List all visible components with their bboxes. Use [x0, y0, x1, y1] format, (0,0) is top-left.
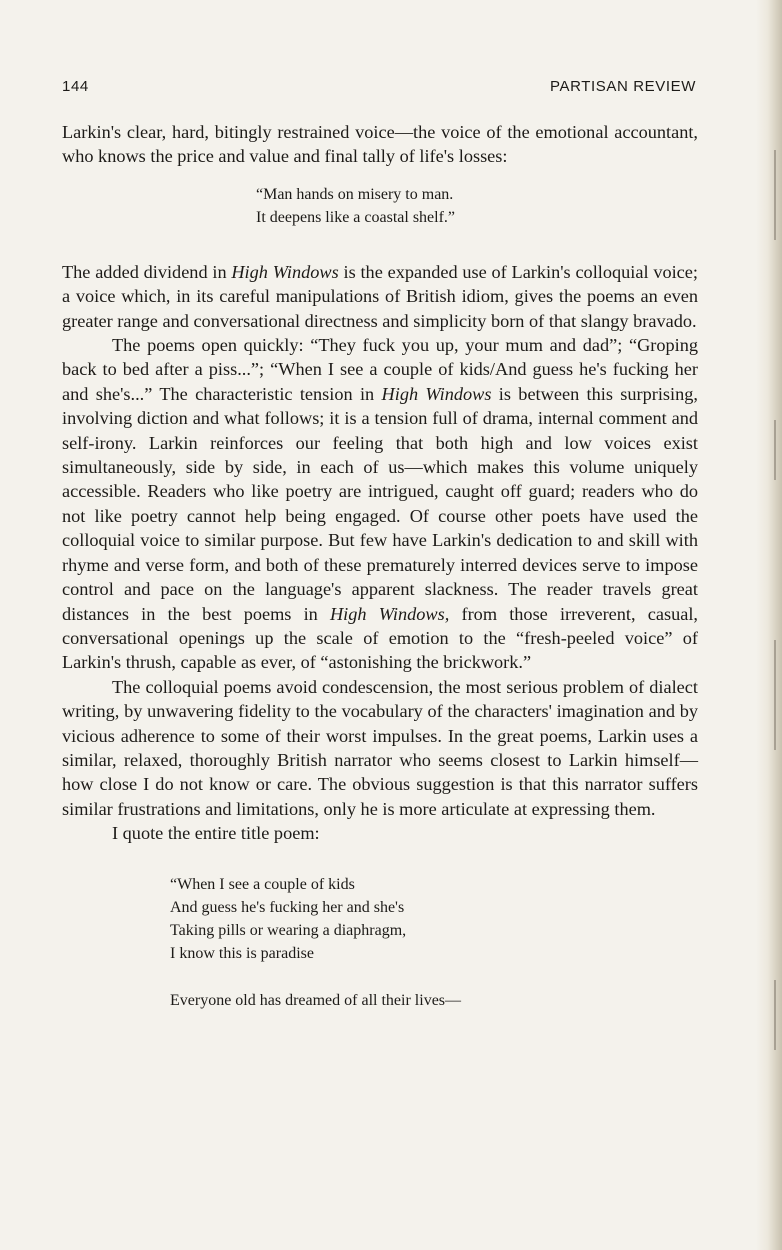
article-body [62, 120, 698, 1012]
quote-line: “Man hands on misery to man. [256, 185, 454, 203]
page-number: 144 [62, 78, 89, 95]
quote-line: It deepens like a coastal shelf.” [256, 208, 456, 226]
book-title: High Windows, [329, 603, 450, 624]
paragraph-1: Larkin's clear, hard, bitingly restrained voice—the voice of the emotional accountant, who knows the price and value and final tally of life's losses: [62, 122, 698, 167]
poem-line: Taking pills or wearing a diaphragm, [170, 921, 407, 939]
book-title: High Windows [231, 261, 339, 282]
running-title: PARTISAN REVIEW [550, 78, 696, 95]
page-edge-shadow [756, 0, 782, 1250]
poem-excerpt [170, 873, 698, 1012]
book-title: High Windows [381, 383, 492, 404]
paragraph-5: I quote the entire title poem: [112, 823, 320, 844]
block-quote [256, 183, 698, 229]
paragraph-2: The added dividend in High Windows is the expanded use of Larkin's colloquial voice; a voice which, in its careful manipulations of British idiom, gives the poems an even greater range and conversational directness and simplicity born of that slangy bravado. [62, 261, 698, 331]
paragraph-3: The poems open quickly: “They fuck you up, your mum and dad”; “Groping back to bed after a piss...”; “When I see a couple of kids/And guess he's fucking her and she's...” The characteristic tension in High Windows is between this surprising, involving diction and what follows; it is a tension full of drama, internal comment and self-irony. Larkin reinforces our feeling that both high and low voices exist simultaneously, side by side, in each of us—which makes this volume uniquely accessible. Readers who like poetry are intrigued, caught off guard; readers who do not like poetry cannot help being engaged. Of course other poets have used the colloquial voice to similar purpose. But few have Larkin's dedication to and skill with rhyme and verse form, and both of these prematurely interred devices serve to impose control and pace on the language's apparent slackness. The reader travels great distances in the best poems in High Windows, from those irreverent, casual, conversational openings up the scale of emotion to the “fresh-peeled voice” of Larkin's thrush, capable as ever, of “astonishing the brickwork.” [62, 335, 698, 673]
poem-line: Everyone old has dreamed of all their lives— [170, 991, 462, 1009]
stanza-break [170, 965, 698, 989]
poem-line: “When I see a couple of kids [170, 875, 355, 893]
paragraph-4: The colloquial poems avoid condescension, the most serious problem of dialect writing, by unwavering fidelity to the vocabulary of the characters' imagination and by vicious adherence to some of their worst impulses. In the great poems, Larkin uses a similar, relaxed, thoroughly British narrator who seems closest to Larkin himself—how close I do not know or care. The obvious suggestion is that this narrator suffers similar frustrations and limitations, only he is more articulate at expressing them. [62, 676, 698, 819]
poem-line: And guess he's fucking her and she's [170, 898, 405, 916]
running-header [62, 74, 696, 100]
poem-line: I know this is paradise [170, 944, 314, 962]
